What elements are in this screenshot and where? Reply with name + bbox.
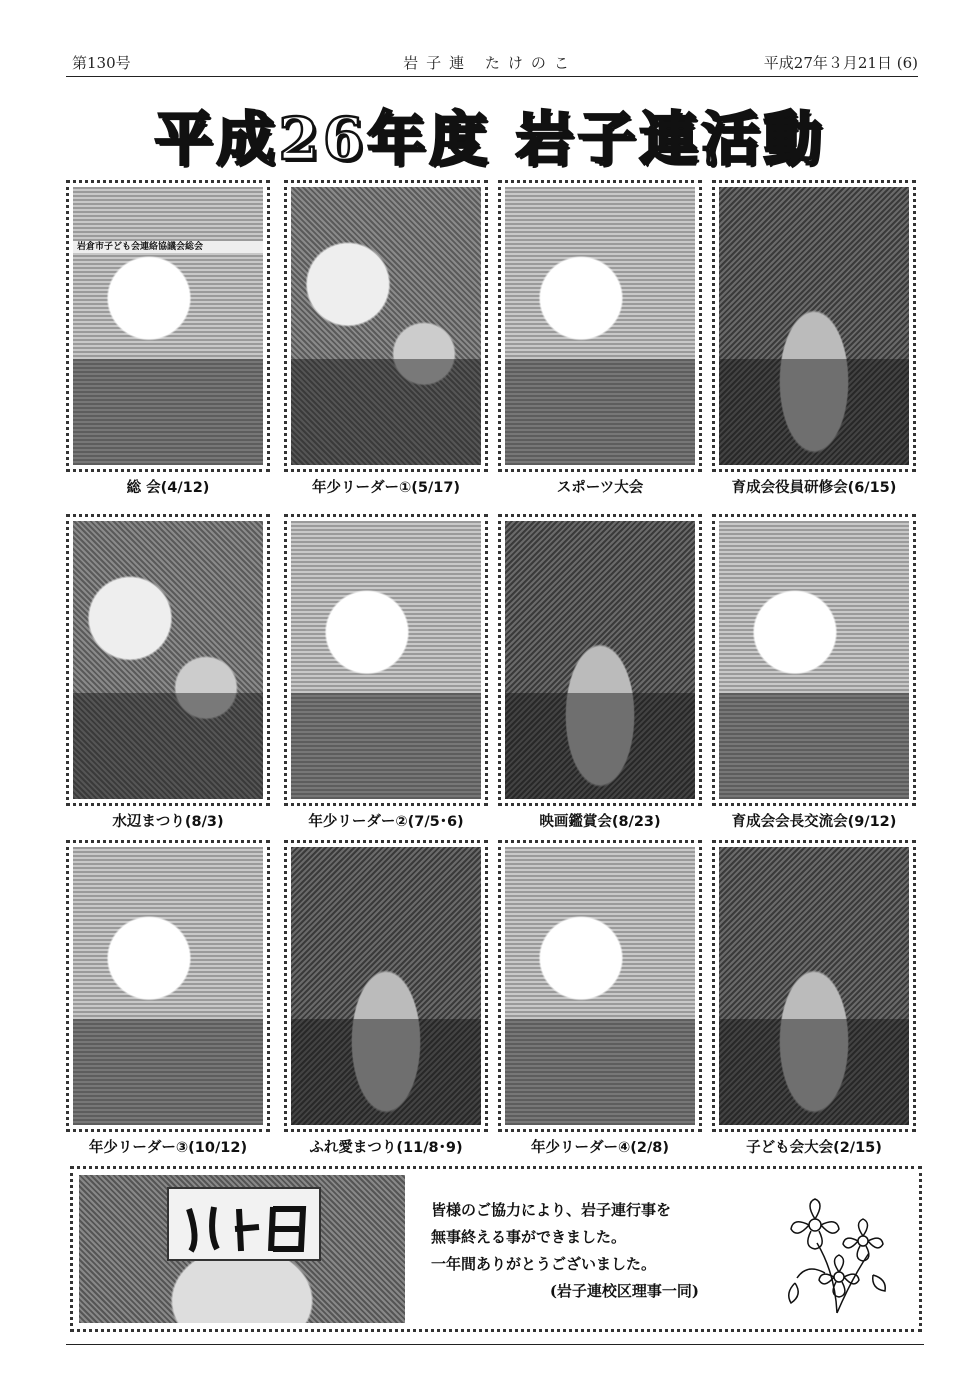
photo-image [719,521,909,799]
photo-caption: 育成会会長交流会(9/12) [731,814,897,830]
photo-caption: 水辺まつり(8/3) [112,814,224,830]
cherry-blossom-icon [777,1183,897,1323]
closing-box [70,1166,922,1332]
photo-frame [712,180,916,472]
photo-caption: 年少リーダー④(2/8) [530,1140,669,1156]
header-rule [66,76,918,77]
photo-caption: 年少リーダー②(7/5･6) [308,814,464,830]
issue-number: 第130号 [72,54,131,72]
closing-line: 一年間ありがとうございました。 [431,1255,657,1273]
photo-caption: 育成会役員研修会(6/15) [731,480,897,496]
photo-image [73,847,263,1125]
photo-frame [284,840,488,1132]
photo-frame [712,514,916,806]
photo-image [291,187,481,465]
photo-caption: 年少リーダー①(5/17) [311,480,461,496]
photo-frame [284,180,488,472]
photo-frame [498,514,702,806]
page-title: 平成26年度 岩子連活動 [154,105,826,173]
photo-image [719,847,909,1125]
photo-image [291,847,481,1125]
paper-name: 岩子連 たけのこ [403,54,577,72]
photo-image [291,521,481,799]
footer-rule [66,1344,924,1345]
photo-frame [712,840,916,1132]
photo-image [505,847,695,1125]
photo-caption: 総 会(4/12) [126,480,210,496]
photo-caption: 映画鑑賞会(8/23) [539,814,661,830]
photo-caption: 子ども会大会(2/15) [746,1140,882,1156]
photo-frame [66,180,270,472]
banner-sign: 岩倉市子ども会連絡協議会総会 [73,241,263,253]
photo-caption: 年少リーダー③(10/12) [88,1140,248,1156]
issue-date: 平成27年３月21日 (6) [763,54,918,72]
photo-image [73,521,263,799]
photo-image [505,187,695,465]
closing-line: 無事終える事ができました。 [431,1228,627,1246]
closing-signature: (岩子連校区理事一同) [549,1282,700,1300]
calligraphy-banner [167,1187,321,1261]
photo-frame [66,514,270,806]
photo-frame [498,840,702,1132]
photo-image [73,187,263,465]
photo-frame [498,180,702,472]
closing-message [431,1197,700,1305]
closing-line: 皆様のご協力により、岩子連行事を [431,1201,672,1219]
photo-caption: スポーツ大会 [556,480,644,496]
group-photo [79,1175,405,1323]
photo-caption: ふれ愛まつり(11/8･9) [309,1140,463,1156]
photo-image [505,521,695,799]
photo-image [719,187,909,465]
photo-frame [66,840,270,1132]
photo-frame [284,514,488,806]
